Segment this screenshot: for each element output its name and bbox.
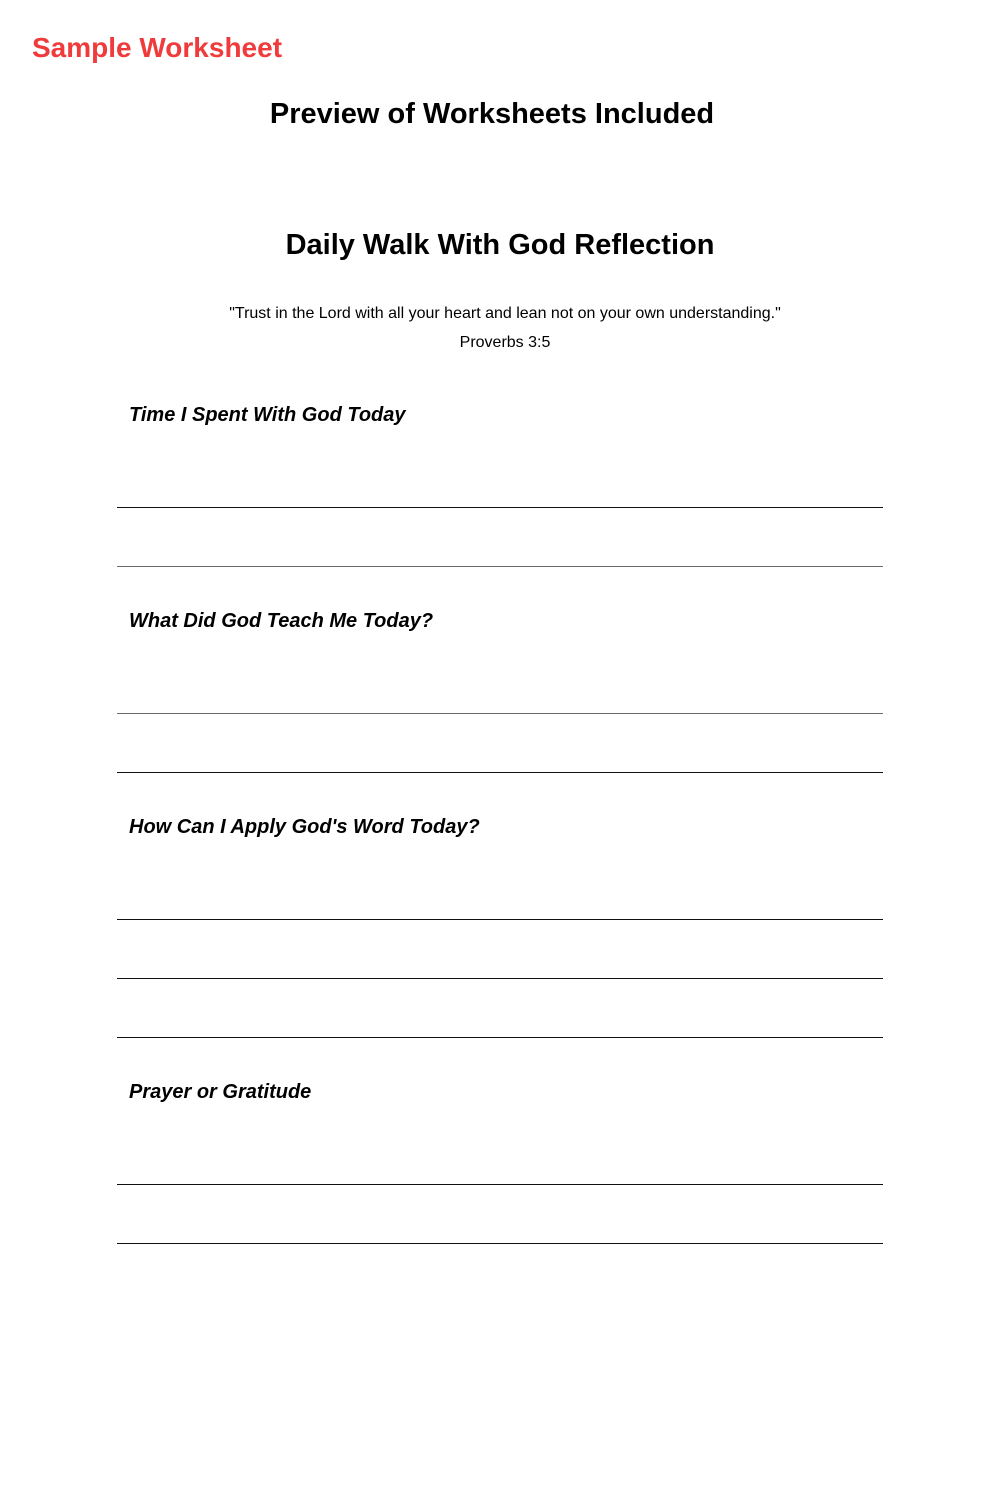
sample-worksheet-label: Sample Worksheet xyxy=(32,32,283,63)
section-heading-apply-gods-word: How Can I Apply God's Word Today? xyxy=(129,816,480,838)
writing-line[interactable] xyxy=(117,978,883,979)
preview-title: Preview of Worksheets Included xyxy=(269,98,715,130)
writing-line[interactable] xyxy=(117,1243,883,1244)
writing-line[interactable] xyxy=(117,713,883,714)
section-heading-what-god-taught: What Did God Teach Me Today? xyxy=(129,610,434,632)
verse-quote: "Trust in the Lord with all your heart and lean not on your own understanding." xyxy=(229,305,781,322)
writing-line[interactable] xyxy=(117,1184,883,1185)
section-heading-time-with-god: Time I Spent With God Today xyxy=(129,404,406,426)
verse-reference: Proverbs 3:5 xyxy=(459,334,551,351)
writing-line[interactable] xyxy=(117,772,883,773)
writing-line[interactable] xyxy=(117,566,883,567)
section-heading-prayer-gratitude: Prayer or Gratitude xyxy=(129,1081,312,1103)
writing-line[interactable] xyxy=(117,507,883,508)
writing-line[interactable] xyxy=(117,919,883,920)
worksheet-title: Daily Walk With God Reflection xyxy=(285,229,715,261)
writing-line[interactable] xyxy=(117,1037,883,1038)
